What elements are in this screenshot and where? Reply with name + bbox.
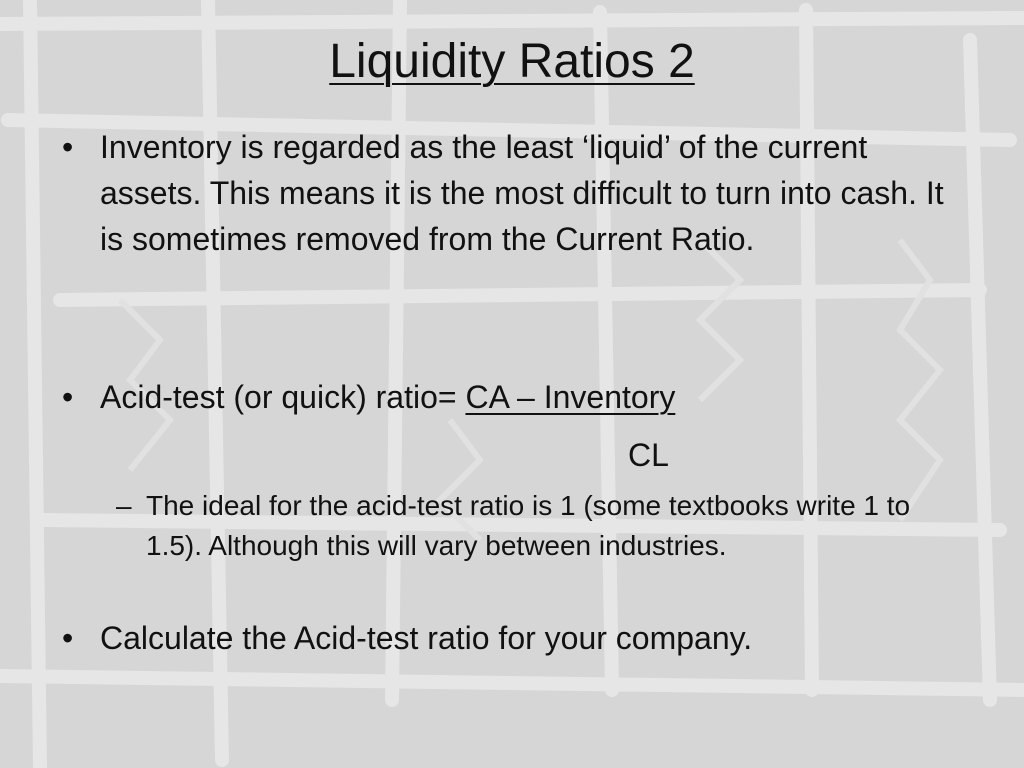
sub-bullet-ideal-ratio: The ideal for the acid-test ratio is 1 (some textbooks write 1 to 1.5). Although this will vary between industries. — [146, 490, 911, 561]
bullet-marker: • — [62, 379, 74, 415]
formula-numerator: CA – Inventory — [465, 379, 676, 415]
formula-label: Acid-test (or quick) ratio= — [100, 379, 466, 415]
slide-title — [0, 32, 1024, 92]
slide-title-text: Liquidity Ratios 2 — [329, 35, 695, 88]
bullet-marker: • — [62, 620, 74, 656]
bullet-calculate-task: Calculate the Acid-test ratio for your company. — [100, 620, 753, 656]
formula-denominator: CL — [628, 437, 669, 473]
sub-bullet-marker: – — [116, 490, 132, 521]
bullet-acid-test-formula — [100, 374, 960, 420]
bullet-marker: • — [62, 129, 74, 165]
bullet-inventory-text: Inventory is regarded as the least ‘liquid’ of the current assets. This means it is the most difficult to turn into cash. It is sometimes removed from the Current Ratio. — [100, 129, 944, 257]
